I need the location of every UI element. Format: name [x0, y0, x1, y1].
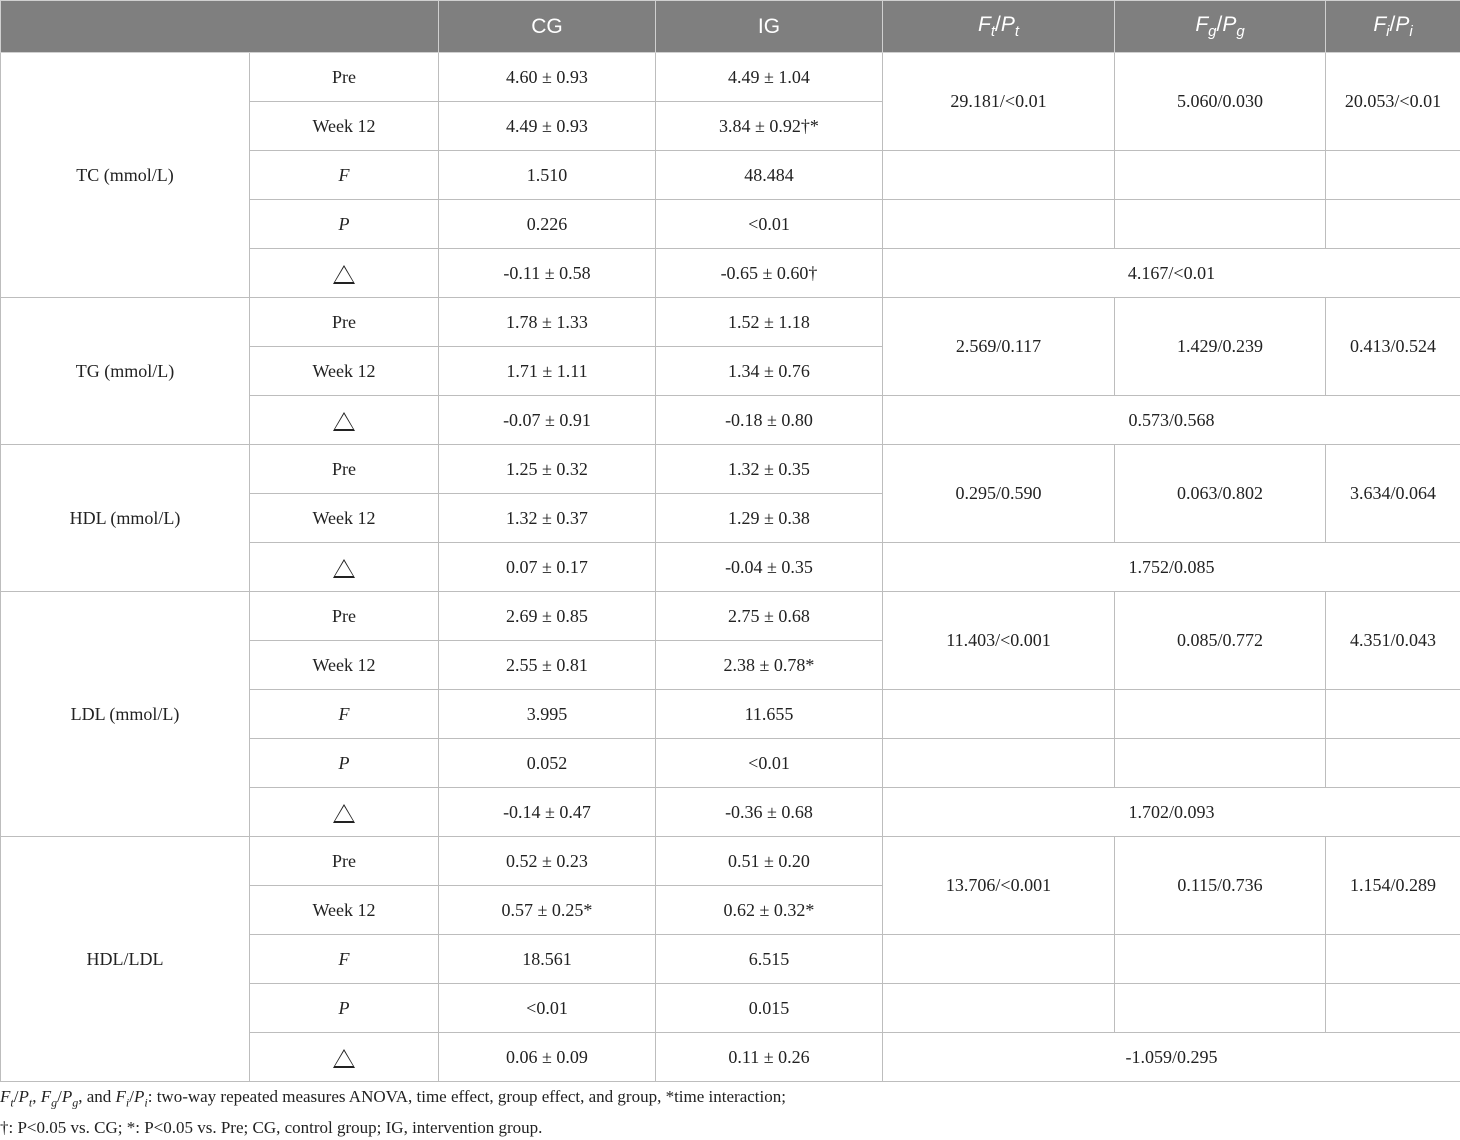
cg-cell: 0.52 ± 0.23 — [439, 837, 656, 886]
row-label: F — [250, 151, 439, 200]
empty-cell — [883, 984, 1115, 1033]
row-label: Pre — [250, 445, 439, 494]
cg-cell: 1.78 ± 1.33 — [439, 298, 656, 347]
cg-cell: 1.71 ± 1.11 — [439, 347, 656, 396]
fg-pg-cell: 0.085/0.772 — [1115, 592, 1326, 690]
triangle-icon — [333, 412, 355, 431]
ig-cell: 2.38 ± 0.78* — [656, 641, 883, 690]
ft-pt-cell: 0.295/0.590 — [883, 445, 1115, 543]
row-label: Week 12 — [250, 102, 439, 151]
cg-cell: 1.510 — [439, 151, 656, 200]
row-label: P — [250, 200, 439, 249]
fg-pg-cell: 0.063/0.802 — [1115, 445, 1326, 543]
table-body — [1, 53, 1460, 1082]
cg-cell: 0.226 — [439, 200, 656, 249]
cg-cell: 18.561 — [439, 935, 656, 984]
table-row — [1, 837, 1460, 886]
cg-cell: 0.052 — [439, 739, 656, 788]
empty-cell — [1115, 935, 1326, 984]
delta-label — [250, 249, 439, 298]
ft-pt-cell: 13.706/<0.001 — [883, 837, 1115, 935]
variable-label: LDL (mmol/L) — [1, 592, 250, 837]
ig-cell: 4.49 ± 1.04 — [656, 53, 883, 102]
empty-cell — [1326, 151, 1460, 200]
cg-cell: 2.69 ± 0.85 — [439, 592, 656, 641]
table-row — [1, 298, 1460, 347]
ig-cell: 2.75 ± 0.68 — [656, 592, 883, 641]
empty-cell — [883, 690, 1115, 739]
empty-cell — [1326, 935, 1460, 984]
cg-cell: 0.07 ± 0.17 — [439, 543, 656, 592]
table-footnote — [0, 1084, 1440, 1140]
empty-cell — [1326, 200, 1460, 249]
fi-pi-cell: 4.351/0.043 — [1326, 592, 1460, 690]
table-row — [1, 592, 1460, 641]
ig-cell: 1.52 ± 1.18 — [656, 298, 883, 347]
triangle-icon — [333, 559, 355, 578]
row-label: Week 12 — [250, 494, 439, 543]
ig-cell: -0.04 ± 0.35 — [656, 543, 883, 592]
ig-cell: -0.65 ± 0.60† — [656, 249, 883, 298]
ig-cell: 0.51 ± 0.20 — [656, 837, 883, 886]
ig-cell: <0.01 — [656, 200, 883, 249]
delta-combined-cell: 0.573/0.568 — [883, 396, 1460, 445]
header-fi-pi: $F_i/P_i$ — [1326, 1, 1460, 53]
cg-cell: 3.995 — [439, 690, 656, 739]
ig-cell: 0.62 ± 0.32* — [656, 886, 883, 935]
delta-label — [250, 788, 439, 837]
delta-combined-cell: 4.167/<0.01 — [883, 249, 1460, 298]
header-fg-pg: $F_g/P_g$ — [1115, 1, 1326, 53]
row-label: Pre — [250, 592, 439, 641]
header-ig: IG — [656, 1, 883, 53]
variable-label: HDL/LDL — [1, 837, 250, 1082]
row-label: Pre — [250, 298, 439, 347]
ig-cell: 0.015 — [656, 984, 883, 1033]
ig-cell: 48.484 — [656, 151, 883, 200]
header-cg: CG — [439, 1, 656, 53]
triangle-icon — [333, 265, 355, 284]
row-label: F — [250, 690, 439, 739]
row-label: F — [250, 935, 439, 984]
empty-cell — [1115, 151, 1326, 200]
ft-pt-cell: 2.569/0.117 — [883, 298, 1115, 396]
row-label: P — [250, 984, 439, 1033]
empty-cell — [883, 739, 1115, 788]
empty-cell — [1115, 739, 1326, 788]
empty-cell — [1326, 984, 1460, 1033]
fg-pg-cell: 1.429/0.239 — [1115, 298, 1326, 396]
empty-cell — [883, 935, 1115, 984]
delta-combined-cell: -1.059/0.295 — [883, 1033, 1460, 1082]
ig-cell: 3.84 ± 0.92†* — [656, 102, 883, 151]
row-label: Week 12 — [250, 641, 439, 690]
footnote-line-2: †: P<0.05 vs. CG; *: P<0.05 vs. Pre; CG, control group; IG, intervention group. — [0, 1115, 1440, 1140]
ig-cell: -0.18 ± 0.80 — [656, 396, 883, 445]
ig-cell: 11.655 — [656, 690, 883, 739]
fi-pi-cell: 3.634/0.064 — [1326, 445, 1460, 543]
row-label: Pre — [250, 53, 439, 102]
cg-cell: -0.11 ± 0.58 — [439, 249, 656, 298]
fi-pi-cell: 1.154/0.289 — [1326, 837, 1460, 935]
ig-cell: 1.32 ± 0.35 — [656, 445, 883, 494]
variable-label: TG (mmol/L) — [1, 298, 250, 445]
row-label: P — [250, 739, 439, 788]
table-row — [1, 53, 1460, 102]
ig-cell: 0.11 ± 0.26 — [656, 1033, 883, 1082]
ft-pt-cell: 29.181/<0.01 — [883, 53, 1115, 151]
empty-cell — [1115, 984, 1326, 1033]
delta-label — [250, 1033, 439, 1082]
fi-pi-cell: 20.053/<0.01 — [1326, 53, 1460, 151]
ig-cell: 1.29 ± 0.38 — [656, 494, 883, 543]
empty-cell — [883, 200, 1115, 249]
header-ft-pt: $F_t/P_t$ — [883, 1, 1115, 53]
cg-cell: 4.60 ± 0.93 — [439, 53, 656, 102]
ig-cell: 6.515 — [656, 935, 883, 984]
cg-cell: 2.55 ± 0.81 — [439, 641, 656, 690]
ig-cell: <0.01 — [656, 739, 883, 788]
variable-label: HDL (mmol/L) — [1, 445, 250, 592]
delta-label — [250, 543, 439, 592]
ig-cell: -0.36 ± 0.68 — [656, 788, 883, 837]
cg-cell: 1.32 ± 0.37 — [439, 494, 656, 543]
cg-cell: -0.14 ± 0.47 — [439, 788, 656, 837]
empty-cell — [1115, 690, 1326, 739]
empty-cell — [1326, 690, 1460, 739]
cg-cell: <0.01 — [439, 984, 656, 1033]
delta-combined-cell: 1.752/0.085 — [883, 543, 1460, 592]
table-header — [1, 1, 1460, 53]
empty-cell — [1115, 200, 1326, 249]
footnote-line-1: $F_t/P_t$, $F_g/P_g$, and $F_i/P_i$: two-way repeated measures ANOVA, time effect, group effect, and group, *time interaction; — [0, 1084, 1440, 1115]
ig-cell: 1.34 ± 0.76 — [656, 347, 883, 396]
row-label: Week 12 — [250, 347, 439, 396]
delta-combined-cell: 1.702/0.093 — [883, 788, 1460, 837]
empty-cell — [1326, 739, 1460, 788]
header-blank — [1, 1, 439, 53]
delta-label — [250, 396, 439, 445]
row-label: Week 12 — [250, 886, 439, 935]
cg-cell: -0.07 ± 0.91 — [439, 396, 656, 445]
cg-cell: 4.49 ± 0.93 — [439, 102, 656, 151]
cg-cell: 0.57 ± 0.25* — [439, 886, 656, 935]
cg-cell: 1.25 ± 0.32 — [439, 445, 656, 494]
fg-pg-cell: 0.115/0.736 — [1115, 837, 1326, 935]
fi-pi-cell: 0.413/0.524 — [1326, 298, 1460, 396]
triangle-icon — [333, 804, 355, 823]
empty-cell — [883, 151, 1115, 200]
variable-label: TC (mmol/L) — [1, 53, 250, 298]
triangle-icon — [333, 1049, 355, 1068]
table-row — [1, 445, 1460, 494]
row-label: Pre — [250, 837, 439, 886]
ft-pt-cell: 11.403/<0.001 — [883, 592, 1115, 690]
fg-pg-cell: 5.060/0.030 — [1115, 53, 1326, 151]
cg-cell: 0.06 ± 0.09 — [439, 1033, 656, 1082]
